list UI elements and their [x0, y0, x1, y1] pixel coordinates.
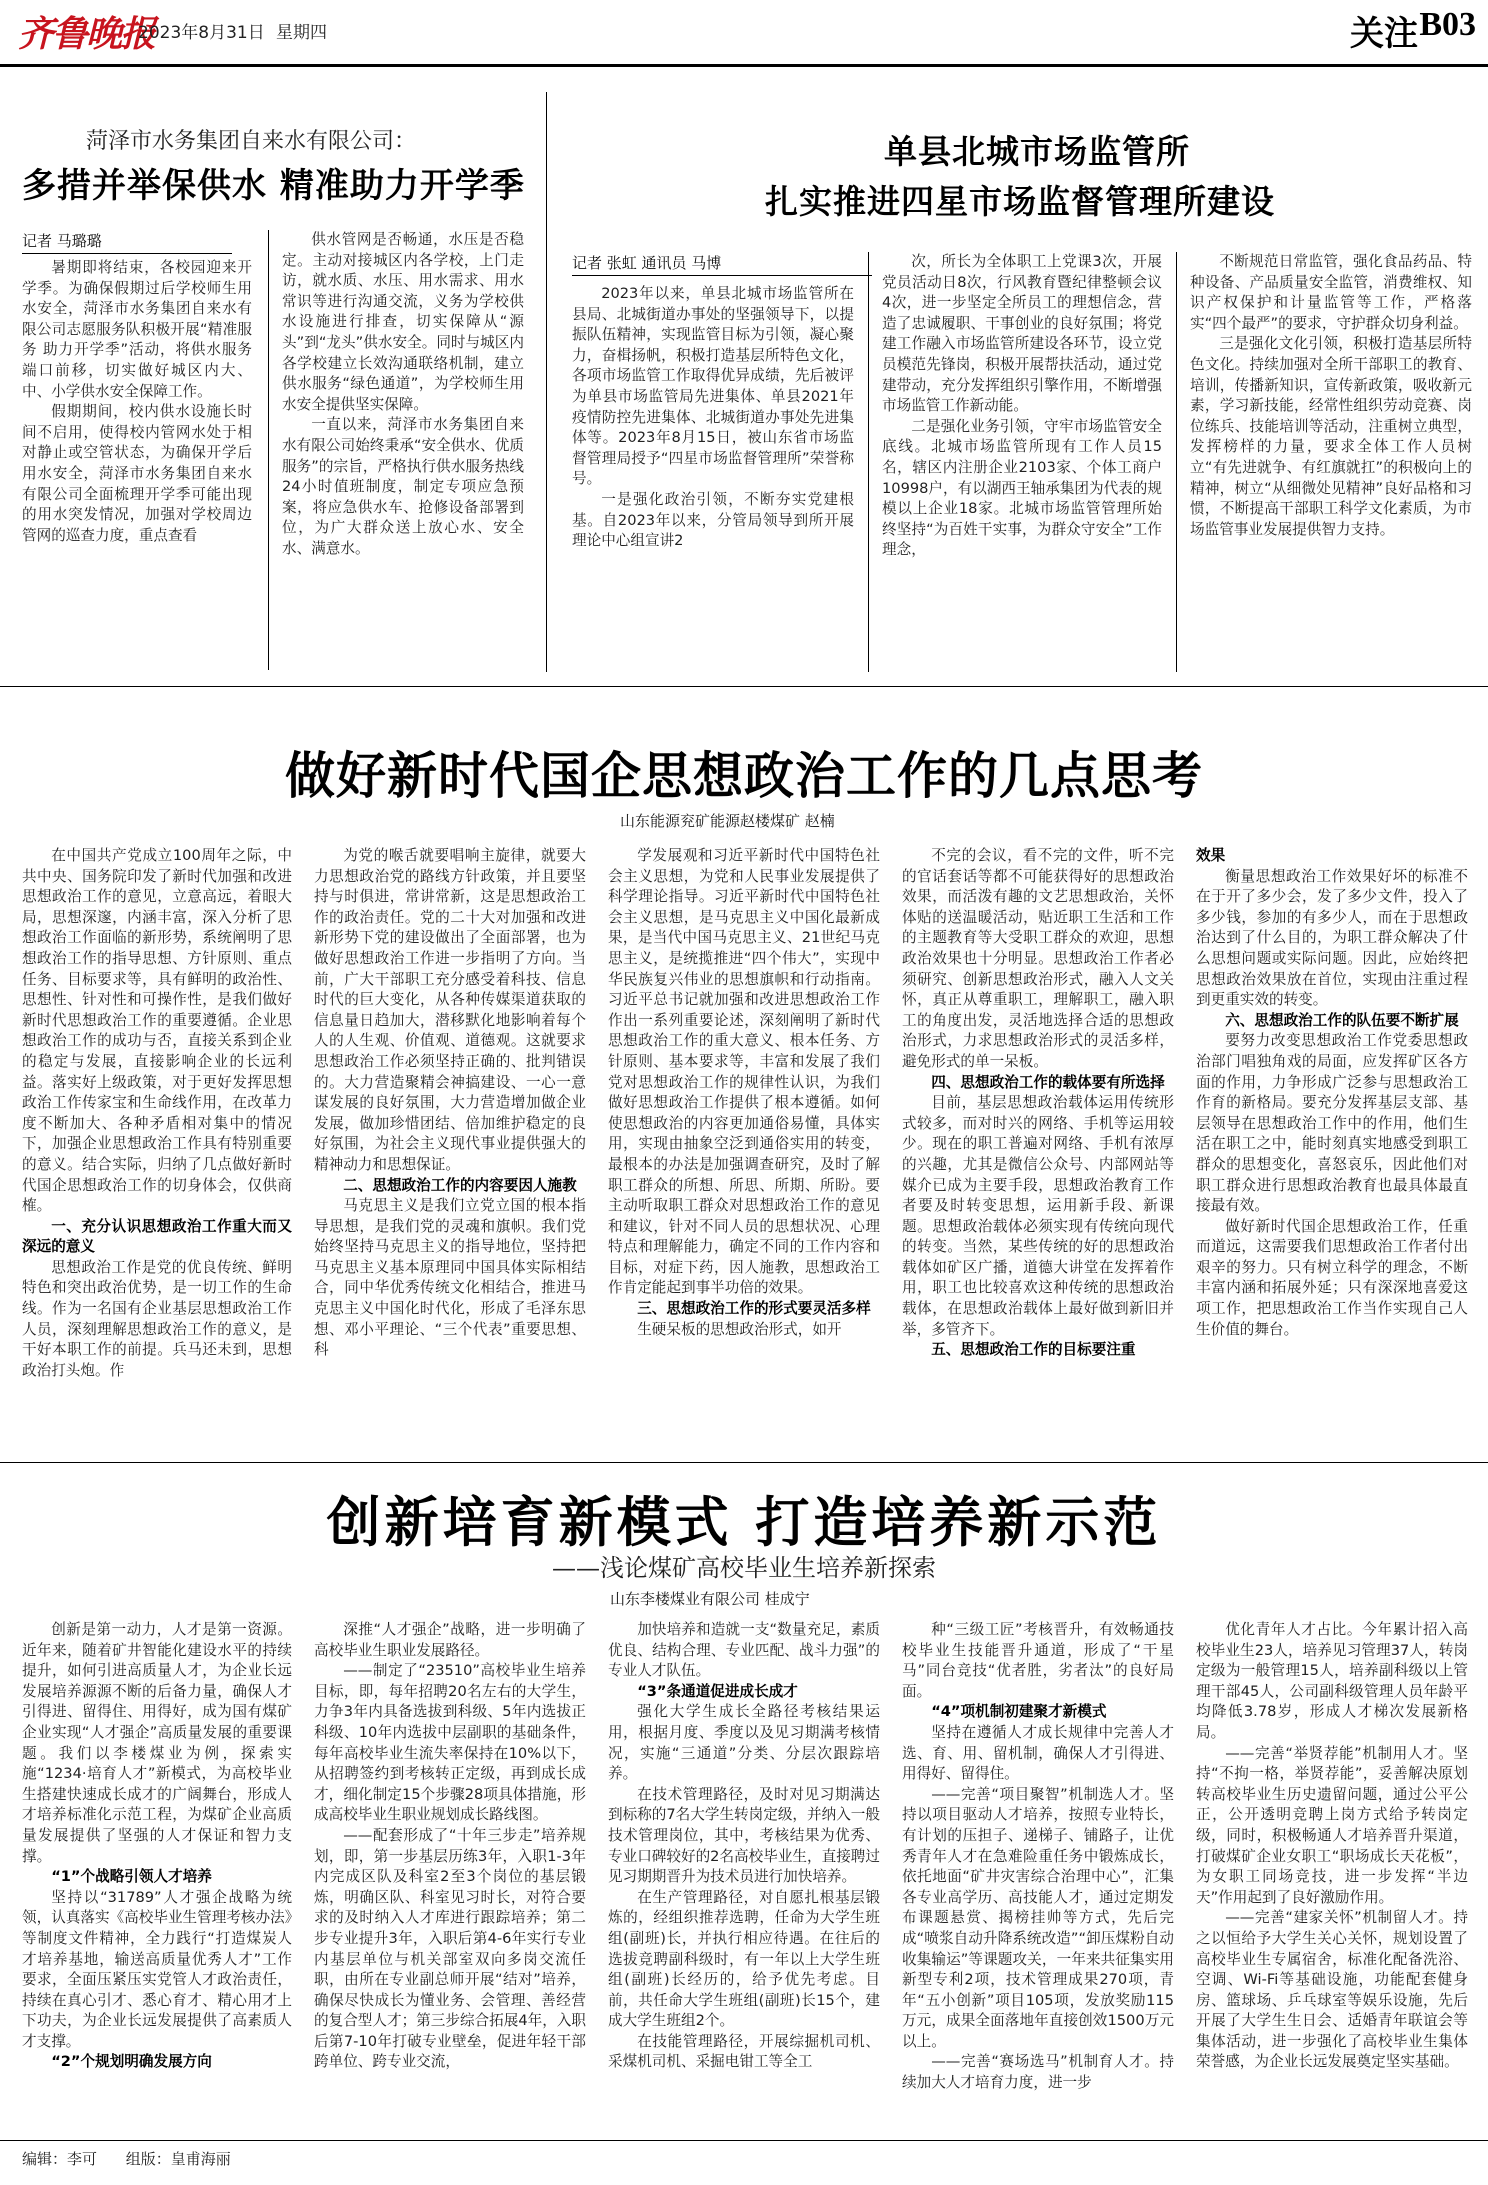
- article4-subtitle: ——浅论煤矿高校毕业生培养新探索: [552, 1554, 936, 1582]
- article4-col4: [902, 1620, 1174, 2136]
- column-divider: [1176, 252, 1177, 672]
- issue-weekday: 星期四: [276, 23, 327, 43]
- section-name: 关注: [1350, 14, 1418, 54]
- section-rule: [0, 686, 1488, 687]
- paragraph: 在中国共产党成立100周年之际，中共中央、国务院印发了新时代加强和改进思想政治工作的意见，立意高远，着眼大局，思想深邃，内涵丰富，深入分析了思想政治工作面临的新形势，系统阐明了思想政治工作的指导思想、方针原则、重点任务、目标要求等，具有鲜明的政治性、思想性、针对性和可操作性，是我们做好新时代思想政治工作的重要遵循。企业思想政治工作的成功与否，直接关系到企业的稳定与发展，直接影响企业的长远利益。落实好上级政策，对于更好发挥思想政治工作传家宝和生命线作用，在改革力度不断加大、各种矛盾相对集中的情况下，加强企业思想政治工作具有特别重要的意义。结合实际，归纳了几点做好新时代国企思想政治工作的切身体会，仅供商榷。: [22, 847, 292, 1215]
- article4-col5: [1196, 1620, 1468, 2136]
- paragraph: ——制定了“23510”高校毕业生培养目标，即，每年招聘20名左右的大学生，力争3年内具备选拔到科级、5年内选拔正科级、10年内选拔中层副职的基础条件，每年高校毕业生流失率保持在10%以下，从招聘签约到考核转正定级，再到成长成才，细化制定15个步骤28项具体措施，形成高校毕业生职业规划成长路线图。: [314, 1662, 586, 1824]
- article4-byline: 山东李楼煤业有限公司 桂成宁: [610, 1590, 810, 1608]
- paragraph: 深推“人才强企”战略，进一步明确了高校毕业生职业发展路径。: [314, 1621, 586, 1659]
- paragraph: ——完善“建家关怀”机制留人才。持之以恒给予大学生关心关怀，规划设置了高校毕业生专属宿舍，标准化配备洗浴、空调、Wi-Fi等基础设施，功能配套健身房、篮球场、乒乓球室等娱乐设施，先后开展了大学生生日会、适婚青年联谊会等集体活动，进一步强化了高校毕业生集体荣誉感，为企业长远发展奠定坚实基础。: [1196, 1909, 1468, 2071]
- paragraph: 种“三级工匠”考核晋升，有效畅通技校毕业生技能晋升通道，形成了“干星马”同台竞技“优者胜，劣者汰”的良好局面。: [902, 1621, 1174, 1700]
- subheading: “4”项机制初建聚才新模式: [931, 1703, 1107, 1721]
- subheading: 二、思想政治工作的内容要因人施教: [343, 1176, 577, 1194]
- article1-kicker: 菏泽市水务集团自来水有限公司：: [86, 129, 417, 154]
- article4-col2: [314, 1620, 586, 2136]
- paragraph: 次，所长为全体职工上党课3次，开展党员活动日8次，行风教育暨纪律整顿会议4次，进一步坚定全所员工的理想信念，营造了忠诚履职、干事创业的良好氛围；将党建工作融入市场监管所建设各环节，设立党员模范先锋岗，积极开展帮扶活动，通过党建带动，充分发挥组织引擎作用，不断增强市场监管工作新动能。: [882, 253, 1162, 415]
- footer: [0, 2148, 1488, 2169]
- paragraph: 生硬呆板的思想政治形式，如开: [637, 1320, 842, 1338]
- paragraph: 三是强化文化引领，积极打造基层所特色文化。持续加强对全所干部职工的教育、培训，传播新知识，宣传新政策，吸收新元素，学习新技能，经常性组织劳动竞赛、岗位练兵、技能培训等活动，注重树立典型，发挥榜样的力量，要求全体工作人员树立“有先进就争、有红旗就扛”的积极向上的精神，树立“从细微处见精神”良好品格和习惯，不断提高干部职工科学文化素质，为市场监管事业发展提供智力支持。: [1190, 335, 1472, 538]
- column-divider: [868, 252, 869, 672]
- subheading: 六、思想政治工作的队伍要不断扩展: [1225, 1011, 1459, 1029]
- paragraph: 2023年以来，单县北城市场监管所在县局、北城街道办事处的坚强领导下，以提振队伍精神，实现监管目标为引领，凝心聚力，奋楫扬帆，积极打造基层所特色文化，各项市场监管工作取得优异成绩，先后被评为单县市场监管局先进集体、单县2021年疫情防控先进集体、北城街道办事处先进集体等。2023年8月15日，被山东省市场监督管理局授予“四星市场监督管理所”荣誉称号。: [572, 285, 854, 488]
- paragraph: 加快培养和造就一支“数量充足，素质优良、结构合理、专业匹配、战斗力强”的专业人才队伍。: [608, 1621, 880, 1680]
- article4-col1: [22, 1620, 292, 2136]
- subheading: 一、充分认识思想政治工作重大而又深远的意义: [22, 1217, 292, 1256]
- subheading: 效果: [1196, 847, 1226, 864]
- paragraph: 一是强化政治引领，不断夯实党建根基。自2023年以来，分管局领导到所开展理论中心组宣讲2: [572, 490, 854, 550]
- layout-credit: 组版：皇甫海丽: [125, 2150, 231, 2168]
- paragraph: 不完的会议，看不完的文件，听不完的官话套话等都不可能获得好的思想政治效果，而活泼有趣的文艺思想政治，关怀体贴的送温暖活动，贴近职工生活和工作的主题教育等大受职工群众的欢迎，思想政治效果也十分明显。思想政治工作者必须研究、创新思想政治形式，融入人文关怀，真正从尊重职工，理解职工，融入职工的角度出发，灵活地选择合适的思想政治形式，力求思想政治形式的灵活多样，避免形式的单一呆板。: [902, 847, 1174, 1070]
- masthead-rule: [0, 64, 1488, 67]
- article3-col4: [902, 846, 1174, 1456]
- paragraph: 优化青年人才占比。今年累计招入高校毕业生23人，培养见习管理37人，转岗定级为一般管理15人，培养副科级以上管理干部45人，公司副科级管理人员年龄平均降低3.78岁，形成人才梯次发展新格局。: [1196, 1621, 1468, 1741]
- newspaper-logo: 齐鲁晚报: [18, 13, 155, 55]
- editor-credit: 编辑：李可: [22, 2150, 98, 2168]
- paragraph: 一直以来，菏泽市水务集团自来水有限公司始终秉承“安全供水、优质服务”的宗旨，严格执行供水服务热线24小时值班制度，制定专项应急预案，将应急供水车、抢修设备部署到位，为广大群众送上放心水、安全水、满意水。: [282, 416, 524, 557]
- paragraph: 暑期即将结束，各校园迎来开学季。为确保假期过后学校师生用水安全，菏泽市水务集团自来水有限公司志愿服务队积极开展“精准服务 助力开学季”活动，将供水服务端口前移，切实做好城区内大、中、小学供水安全保障工作。: [22, 259, 252, 400]
- subheading: “1”个战略引领人才培养: [51, 1868, 212, 1886]
- section-rule: [0, 1462, 1488, 1463]
- paragraph: 在技术管理路径，及时对见习期满达到标称的7名大学生转岗定级，并纳入一般技术管理岗位，其中，考核结果为优秀、专业口碑较好的2名高校毕业生，直接聘过见习期期晋升为技术员进行加快培养。: [608, 1785, 880, 1886]
- paragraph: 创新是第一动力，人才是第一资源。近年来，随着矿井智能化建设水平的持续提升，如何引进高质量人才，为企业长远发展培养源源不断的后备力量，确保人才引得进、留得住、用得好，成为国有煤矿企业实现“人才强企”高质量发展的重要课题。我们以李楼煤业为例，探索实施“1234·培育人才”新模式，为高校毕业生搭建快速成长成才的广阔舞台，形成人才培养标准化示范工程，为煤矿企业高质量发展提供了坚强的人才保证和智力支撑。: [22, 1621, 292, 1865]
- masthead: [0, 0, 1488, 64]
- paragraph: 坚持以“31789”人才强企战略为统领，认真落实《高校毕业生管理考核办法》等制度文件精神，全力践行“打造煤炭人才培养基地，输送高质量优秀人才”工作要求，全面压紧压实党管人才政治责任，持续在真心引才、悉心育才、精心用才上下功夫，为企业长远发展提供了高素质人才支撑。: [22, 1888, 292, 2050]
- article3-col3: [608, 846, 880, 1456]
- paragraph: 在生产管理路径，对自愿扎根基层锻炼的，经组织推荐选聘，任命为大学生班组(副班)长，并执行相应待遇。在往后的选拔竞聘副科级时，有一年以上大学生班组(副班)长经历的，给予优先考虑。目前，共任命大学生班组(副班)长15个，建成大学生班组2个。: [608, 1888, 880, 2030]
- paragraph: 坚持在遵循人才成长规律中完善人才选、育、用、留机制，确保人才引得进、用得好、留得住。: [902, 1723, 1174, 1783]
- paragraph: 不断规范日常监管，强化食品药品、特种设备、产品质量安全监管，消费维权、知识产权保护和计量监管等工作，严格落实“四个最严”的要求，守护群众切身利益。: [1190, 253, 1472, 332]
- article3-col1: [22, 846, 292, 1456]
- paragraph: 为党的喉舌就要唱响主旋律，就要大力思想政治党的路线方针政策，并且要坚持与时俱进，常讲常新，这是思想政治工作的政治责任。党的二十大对加强和改进新形势下党的建设做出了全面部署，也为做好思想政治工作进一步指明了方向。当前，广大干部职工充分感受着科技、信息时代的巨大变化，从各种传媒渠道获取的信息量日趋加大，潜移默化地影响着每个人的人生观、价值观、道德观。这就要求思想政治工作必须坚持正确的、批判错误的。大力营造聚精会神搞建设、一心一意谋发展的良好氛围，大力营造增加做企业发展，做加珍惜团结、倍加维护稳定的良好氛围，为社会主义现代事业提供强大的精神动力和思想保证。: [314, 847, 586, 1173]
- article3-col5: [1196, 846, 1468, 1456]
- article2-col1: [572, 284, 854, 674]
- paragraph: ——完善“赛场选马”机制育人才。持续加大人才培育力度，进一步: [902, 2053, 1174, 2092]
- paragraph: 假期期间，校内供水设施长时间不启用，使得校内管网水处于相对静止或空管状态，为确保开学后用水安全，菏泽市水务集团自来水有限公司全面梳理开学季可能出现的用水突发情况，加强对学校周边管网的巡查力度，重点查看: [22, 403, 252, 544]
- paragraph: ——完善“举贤荐能”机制用人才。坚持“不拘一格，举贤荐能”，妥善解决原划转高校毕业生历史遗留问题，通过公平公正，公开透明竞聘上岗方式给予转岗定级，同时，积极畅通人才培养晋升渠道，打破煤矿企业女职工“职场成长天花板”，为女职工同场竞技，进一步发挥“半边天”作用起到了良好激励作用。: [1196, 1744, 1468, 1906]
- subheading: 五、思想政治工作的目标要注重: [931, 1341, 1136, 1359]
- article2-byline: 记者 张虹 通讯员 马博: [572, 252, 872, 276]
- article1-byline: 记者 马璐璐: [22, 230, 232, 254]
- article3-title: 做好新时代国企思想政治工作的几点思考: [285, 746, 1203, 805]
- paragraph: 在技能管理路径，开展综掘机司机、采煤机司机、采掘电钳工等全工: [608, 2032, 880, 2071]
- paragraph: 马克思主义是我们立党立国的根本指导思想，是我们党的灵魂和旗帜。我们党始终坚持马克思主义的指导地位，坚持把马克思主义基本原理同中国具体实际相结合，同中华优秀传统文化相结合，推进马克思主义中国化时代化，形成了毛泽东思想、邓小平理论、“三个代表”重要思想、科: [314, 1197, 586, 1359]
- article4-col3: [608, 1620, 880, 2136]
- paragraph: 思想政治工作是党的优良传统、鲜明特色和突出政治优势，是一切工作的生命线。作为一名国有企业基层思想政治工作人员，深刻理解思想政治工作的意义，是干好本职工作的前提。兵马还未到，思想政治打头炮。作: [22, 1258, 292, 1379]
- page-number: B03: [1419, 6, 1476, 43]
- article1-col2: [282, 230, 524, 670]
- article2-col3: [1190, 252, 1472, 674]
- subheading: 四、思想政治工作的载体要有所选择: [931, 1073, 1165, 1091]
- paragraph: ——完善“项目聚智”机制选人才。坚持以项目驱动人才培养，按照专业特长，有计划的压担子、递梯子、铺路子，让优秀青年人才在急难险重任务中锻炼成长，依托地面“矿井灾害综合治理中心”，汇集各专业高学历、高技能人才，通过定期发布课题悬赏、揭榜挂帅等方式，先后完成“喷浆自动升降系统改造”“卸压煤粉自动收集输运”等课题攻关，一年来共征集实用新型专利2项，技术管理成果270项，青年“五小创新”项目105项，发放奖励115万元，成果全面落地年直接创效1500万元以上。: [902, 1785, 1174, 2050]
- article2-title-line2: 扎实推进四星市场监督管理所建设: [765, 182, 1275, 221]
- article1-col1: [22, 258, 252, 668]
- article3-col2: [314, 846, 586, 1456]
- article1-title: 多措并举保供水 精准助力开学季: [22, 166, 525, 206]
- paragraph: 做好新时代国企思想政治工作，任重而道远，这需要我们思想政治工作者付出艰辛的努力。只有树立科学的理念，不断丰富内涵和拓展外延；只有深深地喜爱这项工作，把思想政治工作当作实现自己人生价值的舞台。: [1196, 1217, 1468, 1338]
- paragraph: 二是强化业务引领，守牢市场监管安全底线。北城市场监管所现有工作人员15名，辖区内注册企业2103家、个体工商户10998户，有以湖西王轴承集团为代表的规模以上企业18家。北城市场监管管理所始终坚持“为百姓干实事，为群众守安全”工作理念，: [882, 417, 1162, 559]
- footer-rule: [0, 2140, 1488, 2141]
- article3-byline: 山东能源兖矿能源赵楼煤矿 赵楠: [620, 812, 835, 830]
- subheading: 三、思想政治工作的形式要灵活多样: [637, 1300, 871, 1318]
- article2-col2: [882, 252, 1162, 674]
- subheading: “3”条通道促进成长成才: [637, 1682, 798, 1700]
- article2-title-line1: 单县北城市场监管所: [884, 132, 1190, 171]
- paragraph: 强化大学生成长全路径考核结果运用，根据月度、季度以及见习期满考核情况，实施“三通道”分类、分层次跟踪培养。: [608, 1703, 880, 1783]
- paragraph: 目前，基层思想政治载体运用传统形式较多，而对时兴的网络、手机等运用较少。现在的职工普遍对网络、手机有浓厚的兴趣，尤其是微信公众号、内部网站等媒介已成为主要手段，思想政治教育工作者要及时转变思想，运用新手段、新课题。思想政治载体必须实现有传统向现代的转变。当然，某些传统的好的思想政治载体如矿区广播，道德大讲堂在发挥着作用，职工也比较喜欢这种传统的思想政治载体，在思想政治载体上最好做到新旧并举，多管齐下。: [902, 1094, 1174, 1338]
- subheading: “2”个规划明确发展方向: [51, 2053, 212, 2071]
- column-divider: [268, 230, 269, 670]
- paragraph: 要努力改变思想政治工作党委思想政治部门唱独角戏的局面，应发挥矿区各方面的作用，力争形成广泛参与思想政治工作育的新格局。要充分发挥基层支部、基层领导在思想政治工作中的作用，他们生活在职工之中，能时刻真实地感受到职工群众的思想变化，喜怒哀乐，因此他们对职工群众进行思想政治教育也最具体最直接最有效。: [1196, 1032, 1468, 1215]
- paragraph: 学发展观和习近平新时代中国特色社会主义思想，为党和人民事业发展提供了科学理论指导。习近平新时代中国特色社会主义思想，是马克思主义中国化最新成果，是当代中国马克思主义、21世纪马克思主义，是统揽推进“四个伟大”，实现中华民族复兴伟业的思想旗帜和行动指南。习近平总书记就加强和改进思想政治工作作出一系列重要论述，深刻阐明了新时代思想政治工作的重大意义、根本任务、方针原则、基本要求等，丰富和发展了我们党对思想政治工作的规律性认识，为我们做好思想政治工作提供了根本遵循。如何使思想政治的内容更加通俗易懂，具体实用，实现由抽象空泛到通俗实用的转变，最根本的办法是加强调查研究，及时了解职工群众的所想、所思、所期、所盼。要主动听取职工群众对思想政治工作的意见和建议，针对不同人员的思想状况、心理特点和理解能力，确定不同的工作内容和目标，对症下药，因人施教，思想政治工作肯定能起到事半功倍的效果。: [608, 847, 880, 1297]
- article4-title: 创新培育新模式 打造培养新示范: [326, 1490, 1162, 1554]
- paragraph: 衡量思想政治工作效果好坏的标准不在于开了多少会，发了多少文件，投入了多少钱，参加的有多少人，而在于思想政治达到了什么目的，为职工群众解决了什么思想问题或实际问题。因此，应始终把思想政治效果放在首位，实现由注重过程到更重实效的转变。: [1196, 867, 1468, 1009]
- section-divider: [546, 92, 547, 672]
- paragraph: 供水管网是否畅通，水压是否稳定。主动对接城区内各学校，上门走访，就水质、水压、用水需求、用水常识等进行沟通交流，义务为学校供水设施进行排查，切实保障从“源头”到“龙头”供水安全。同时与城区内各学校建立长效沟通联络机制，建立供水服务“绿色通道”，为学校师生用水安全提供坚实保障。: [282, 231, 524, 413]
- issue-date: 2023年8月31日: [138, 23, 265, 43]
- paragraph: ——配套形成了“十年三步走”培养规划，即，第一步基层历练3年，入职1-3年内完成区队及科室2至3个岗位的基层锻炼，明确区队、科室见习时长，对符合要求的及时纳入人才库进行跟踪培养；第二步专业提升3年，入职后第4-6年实行专业内基层单位与机关部室双向多岗交流任职，由所在专业副总师开展“结对”培养，确保尽快成长为懂业务、会管理、善经营的复合型人才；第三步综合拓展4年，入职后第7-10年打破专业壁垒，促进年轻干部跨单位、跨专业交流，: [314, 1826, 586, 2071]
